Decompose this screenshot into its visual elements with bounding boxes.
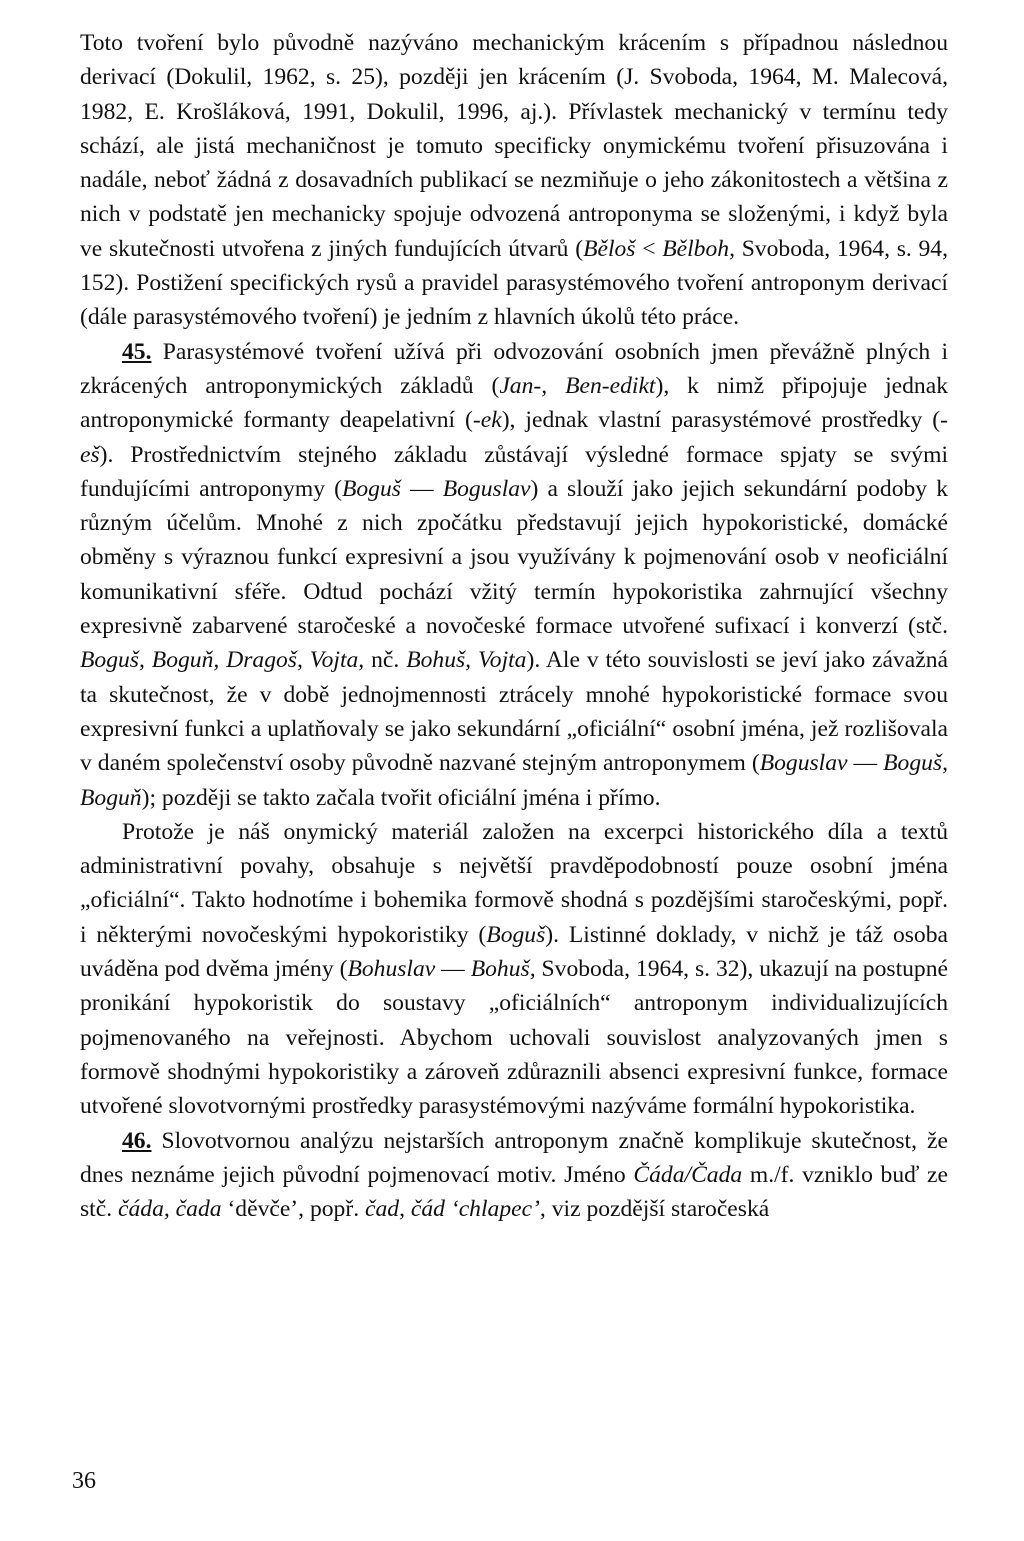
- section-number-45: 45.: [122, 338, 152, 365]
- paragraph-4: 46. Slovotvornou analýzu nejstarších antroponym značně komplikuje skutečnost, že dnes neznáme jejich původní pojmenovací motiv. Jméno Čáda/Čada m./f. vzniklo buď ze stč. čáda, čada ‘děvče’, popř. čad, čád ‘chlapec’, viz pozdější staročeská: [80, 1127, 948, 1223]
- paragraph-3: Protože je náš onymický materiál založen na excerpci historického díla a textů administrativní povahy, obsahuje s největší pravděpodobností pouze osobní jména „oficiální“. Takto hodnotíme i bohemika formově shodná s pozdějšími staročeskými, popř. i některými novočeskými hypokoristiky (Boguš). Listinné doklady, v nichž je táž osoba uváděna pod dvěma jmény (Bohuslav — Bohuš, Svoboda, 1964, s. 32), ukazují na postupné pronikání hypokoristik do soustavy „oficiálních“ antroponym individualizujících pojmenovaného na veřejnosti. Abychom uchovali souvislost analyzovaných jmen s formově shodnými hypokoristiky a zároveň zdůraznili absenci expresivní funkce, formace utvořené slovotvornými prostředky parasystémovými nazýváme formální hypokoristika.: [80, 818, 948, 1120]
- page-number: 36: [72, 1468, 96, 1494]
- paragraph-2: 45. Parasystémové tvoření užívá při odvozování osobních jmen převážně plných i zkrácených antroponymických základů (Jan-, Ben-edikt), k nimž připojuje jednak antroponymické formanty deapelativní (-ek), jednak vlastní parasystémové prostředky (-eš). Prostřednictvím stejného základu zůstávají výsledné formace spjaty se svými fundujícími antroponymy (Boguš — Boguslav) a slouží jako jejich sekundární podoby k různým účelům. Mnohé z nich zpočátku představují jejich hypokoristické, domácké obměny s výraznou funkcí expresivní a jsou využívány k pojmenování osob v neoficiální komunikativní sféře. Odtud pochází vžitý termín hypokoristika zahrnující všechny expresivně zabarvené staročeské a novočeské formace utvořené sufixací i konverzí (stč. Boguš, Boguň, Dragoš, Vojta, nč. Bohuš, Vojta). Ale v této souvislosti se jeví jako závažná ta skutečnost, že v době jednojmennosti ztrácely mnohé hypokoristické formace svou expresivní funkci a uplatňovaly se jako sekundární „oficiální“ osobní jména, jež rozlišovala v daném společenství osoby původně nazvané stejným antroponymem (Boguslav — Boguš, Boguň); později se takto začala tvořit oficiální jména i přímo.: [80, 338, 948, 811]
- document-page: [80, 26, 948, 1226]
- paragraph-1: Toto tvoření bylo původně nazýváno mechanickým krácením s případnou následnou derivací (Dokulil, 1962, s. 25), později jen krácením (J. Svoboda, 1964, M. Malecová, 1982, E. Krošláková, 1991, Dokulil, 1996, aj.). Přívlastek mechanický v termínu tedy schází, ale jistá mechaničnost je tomuto specificky onymickému tvoření přisuzována i nadále, neboť žádná z dosavadních publikací se nezmiňuje o jeho zákonitostech a většina z nich v podstatě jen mechanicky spojuje odvozená antroponyma se složenými, i když byla ve skutečnosti utvořena z jiných fundujících útvarů (Běloš < Bělboh, Svoboda, 1964, s. 94, 152). Postižení specifických rysů a pravidel parasystémového tvoření antroponym derivací (dále parasystémového tvoření) je jedním z hlavních úkolů této práce.: [80, 30, 948, 331]
- section-number-46: 46.: [122, 1127, 152, 1154]
